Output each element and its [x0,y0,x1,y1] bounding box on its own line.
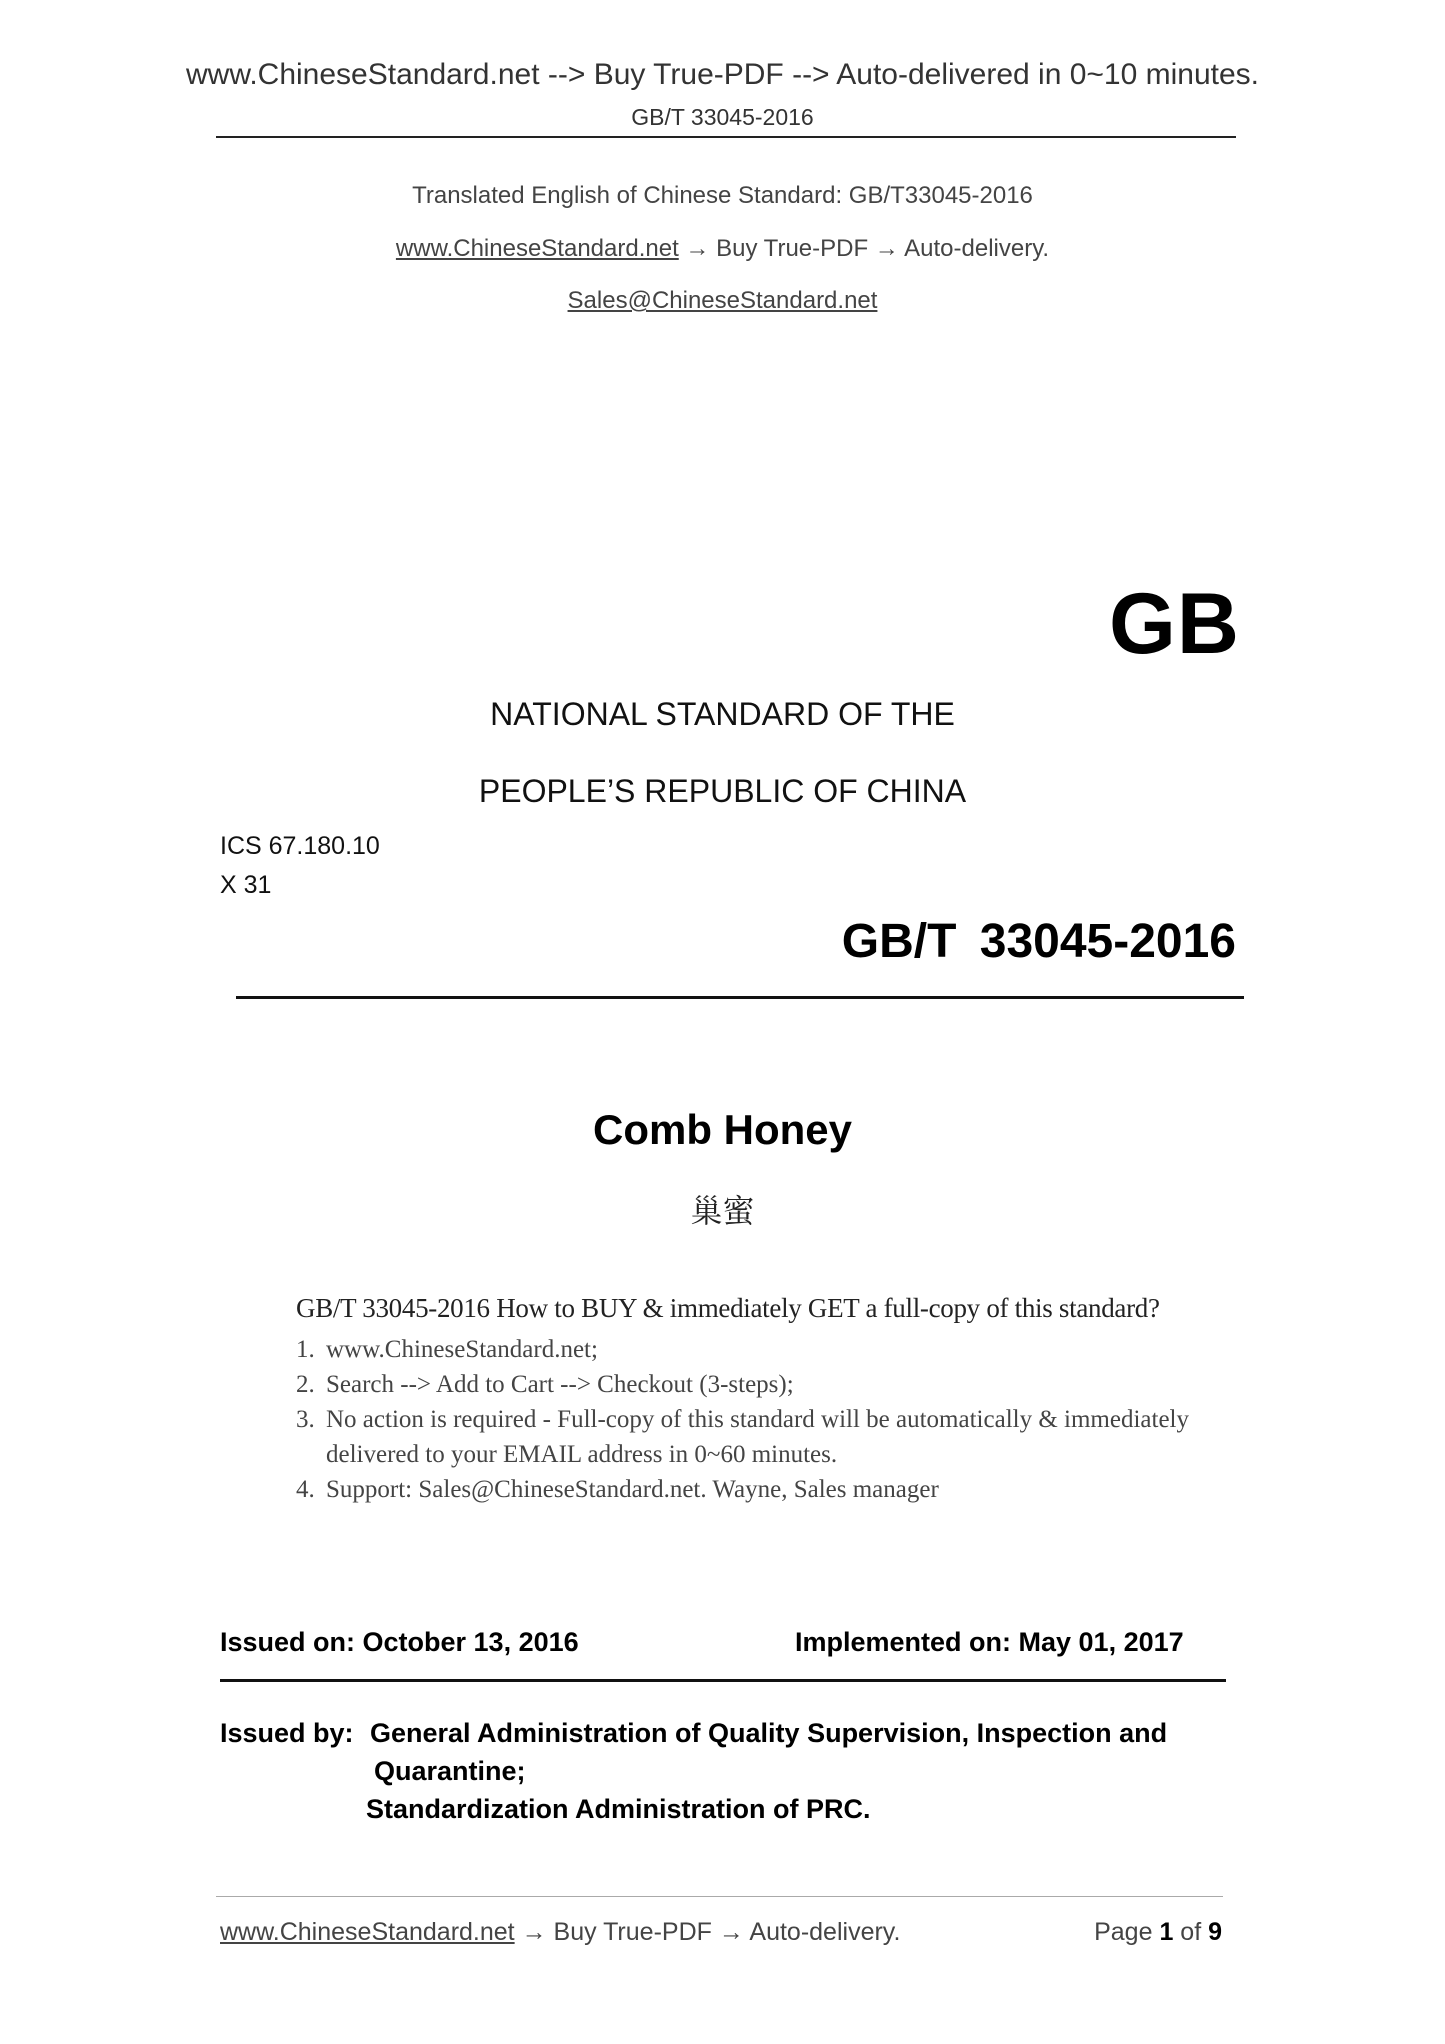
standard-code-divider [236,996,1244,999]
dates-divider [220,1679,1226,1682]
email-link[interactable]: Sales@ChineseStandard.net [567,287,878,314]
issued-by-line-1 [220,1714,1240,1752]
national-standard-line-1: NATIONAL STANDARD OF THE [490,696,955,732]
x-code: X 31 [220,871,272,899]
footer-site-link[interactable]: www.ChineseStandard.net [220,1918,515,1946]
implemented-on-date: Implemented on: May 01, 2017 [795,1627,1184,1657]
footer-rest: → Buy True-PDF → Auto-delivery. [514,1918,901,1946]
page-prefix: Page [1094,1918,1160,1946]
national-standard-line-2: PEOPLE’S REPUBLIC OF CHINA [478,773,967,809]
email-line [209,287,1236,315]
document-title-chinese: 巢蜜 [690,1192,755,1230]
top-banner: www.ChineseStandard.net --> Buy True-PDF --> Auto-delivered in 0~10 minutes. [185,58,1260,91]
translation-notice: Translated English of Chinese Standard: GB/T33045-2016 [412,182,1033,209]
how-to-buy-title: GB/T 33045-2016 How to BUY & immediately GET a full-copy of this standard? [296,1293,1160,1323]
footer-divider [216,1896,1223,1897]
step-text: www.ChineseStandard.net; [326,1336,598,1363]
page-total: 9 [1208,1918,1222,1946]
standard-code: GB/T 33045-2016 [841,915,1236,968]
page-indicator [1000,1918,1222,1947]
header-divider [216,136,1236,138]
how-to-step [296,1472,1236,1507]
step-text: Support: Sales@ChineseStandard.net. Wayne, Sales manager [326,1476,939,1503]
page-current: 1 [1159,1918,1174,1946]
how-to-step [296,1367,1236,1402]
issued-by-label: Issued by: [220,1718,354,1748]
issued-by-line-2: Quarantine; [374,1756,526,1786]
step-number: 2. [296,1371,315,1398]
translation-site-rest: → Buy True-PDF → Auto-delivery. [678,235,1050,262]
site-link[interactable]: www.ChineseStandard.net [395,235,679,262]
how-to-step [296,1402,1236,1472]
step-text: Search --> Add to Cart --> Checkout (3-steps); [326,1371,794,1398]
page-mid: of [1173,1918,1209,1946]
document-title: Comb Honey [592,1106,852,1153]
header-standard-ref: GB/T 33045-2016 [631,104,814,130]
step-number: 1. [296,1336,315,1363]
gb-logo: GB [1109,576,1240,672]
how-to-buy-block [296,1293,1236,1507]
issued-by-line-3: Standardization Administration of PRC. [366,1794,871,1824]
step-number: 4. [296,1476,315,1503]
issuer-1: General Administration of Quality Supervision, Inspection and [370,1718,1168,1748]
footer-links [220,1918,900,1947]
issued-by-block [220,1714,1240,1828]
how-to-step [296,1332,1236,1367]
step-text: No action is required - Full-copy of this standard will be automatically & immediately delivered to your EMAIL address in 0~60 minutes. [326,1406,1189,1468]
translation-site-line [209,235,1236,263]
ics-code: ICS 67.180.10 [220,832,380,860]
issued-on-date: Issued on: October 13, 2016 [220,1627,579,1657]
step-number: 3. [296,1406,315,1433]
